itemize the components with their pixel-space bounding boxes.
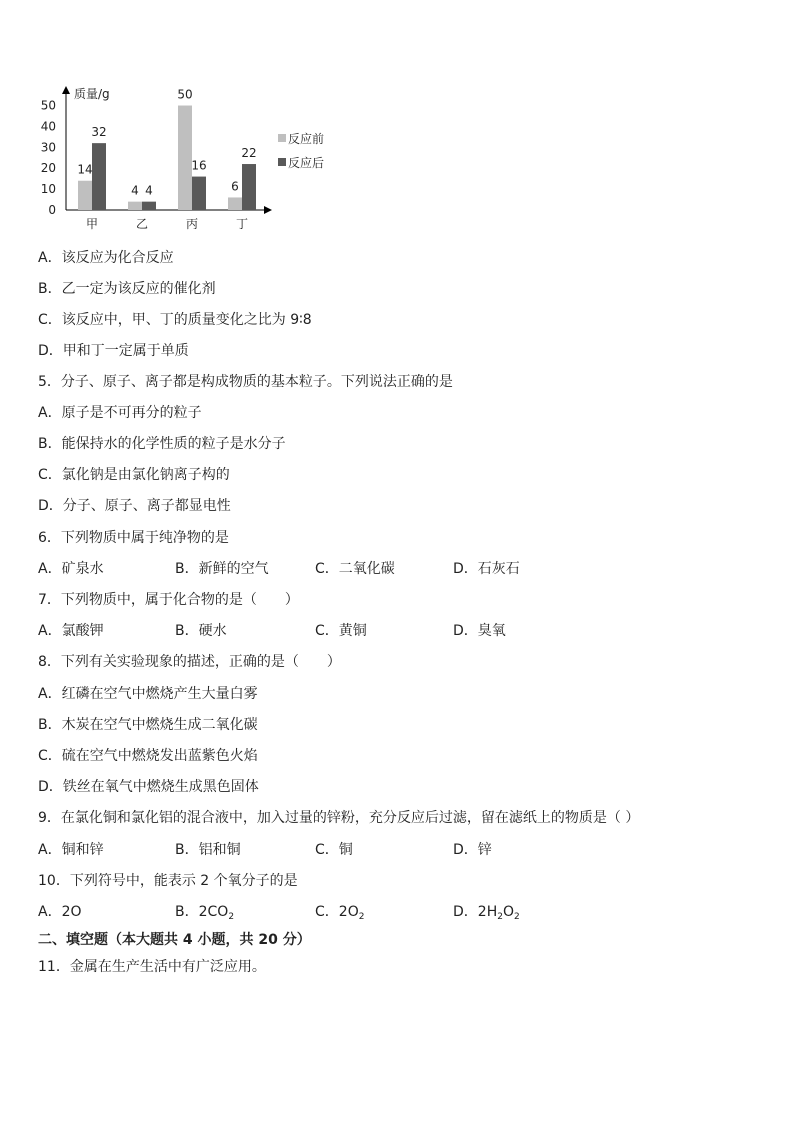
bar-label-before-1: 4	[131, 183, 139, 198]
bar-after-0	[92, 143, 106, 210]
q4-option-c: C．该反应中，甲、丁的质量变化之比为 9∶8	[38, 312, 312, 328]
chart-bars	[78, 106, 256, 210]
q10-option-c-formula: 2O	[338, 904, 359, 920]
q10-option-a	[38, 904, 82, 920]
q9-option-a: A．铜和锌	[38, 842, 104, 858]
bar-before-1	[128, 202, 142, 210]
bar-label-before-3: 6	[231, 179, 239, 194]
q11-stem: 11．金属在生产生活中有广泛应用。	[38, 959, 266, 975]
q7-option-b: B．硬水	[175, 623, 227, 639]
q10-option-a-formula: 2O	[61, 904, 82, 920]
legend-label-1: 反应后	[288, 156, 325, 170]
q8-option-c: C．硫在空气中燃烧发出蓝紫色火焰	[38, 748, 258, 764]
y-tick-labels	[41, 99, 56, 217]
mass-bar-chart	[30, 80, 350, 240]
q7-option-c: C．黄铜	[315, 623, 367, 639]
bar-label-after-1: 4	[145, 183, 153, 198]
y-tick-label-40: 40	[40, 119, 56, 134]
x-tick-label-2: 丙	[185, 217, 199, 231]
q6-option-d: D．石灰石	[453, 561, 520, 577]
q6-option-c: C．二氧化碳	[315, 561, 395, 577]
q9-option-d: D．锌	[453, 842, 492, 858]
q5-option-d: D．分子、原子、离子都显电性	[38, 498, 231, 514]
bar-before-3	[228, 197, 242, 210]
bar-after-3	[242, 164, 256, 210]
bar-label-after-3: 22	[241, 146, 257, 161]
bar-label-after-0: 32	[91, 125, 107, 140]
q7-option-a: A．氯酸钾	[38, 623, 104, 639]
q10-option-d	[453, 904, 520, 920]
q10-option-a-letter: A．	[38, 904, 62, 920]
q6-option-b: B．新鲜的空气	[175, 561, 269, 577]
legend-swatch-1	[278, 158, 286, 166]
q10-option-d-subscript-2: 2	[513, 912, 520, 922]
q10-stem: 10．下列符号中，能表示 2 个氧分子的是	[38, 873, 298, 889]
y-tick-label-0: 0	[48, 203, 56, 217]
q10-option-d-subscript: 2	[497, 912, 503, 922]
q10-option-d-formula: 2H	[477, 904, 498, 920]
q10-option-d-formula-tail: O	[502, 904, 514, 920]
bar-after-1	[142, 202, 156, 210]
x-tick-labels	[86, 217, 248, 231]
bar-label-after-2: 16	[191, 158, 207, 173]
legend-label-0: 反应前	[288, 132, 325, 146]
q4-option-a: A．该反应为化合反应	[38, 250, 174, 266]
x-tick-label-0: 甲	[85, 217, 99, 231]
bar-label-before-0: 14	[77, 162, 93, 177]
q5-option-a: A．原子是不可再分的粒子	[38, 405, 202, 421]
bar-before-0	[78, 181, 92, 210]
q8-option-b: B．木炭在空气中燃烧生成二氧化碳	[38, 717, 258, 733]
q5-option-c: C．氯化钠是由氯化钠离子构的	[38, 467, 230, 483]
q8-stem: 8．下列有关实验现象的描述，正确的是（ ）	[38, 654, 341, 670]
bar-before-2	[178, 106, 192, 210]
q10-option-b-letter: B．	[175, 904, 199, 920]
q10-option-b-formula: 2CO	[198, 904, 229, 920]
q10-option-c-subscript: 2	[358, 912, 365, 922]
q6-stem: 6．下列物质中属于纯净物的是	[38, 530, 229, 546]
y-tick-label-20: 20	[40, 161, 56, 176]
y-axis-arrow	[62, 86, 70, 94]
q9-option-b: B．铝和铜	[175, 842, 241, 858]
y-tick-label-10: 10	[40, 182, 56, 197]
x-tick-label-1: 乙	[135, 217, 149, 231]
q10-option-b	[175, 904, 234, 920]
y-tick-label-50: 50	[40, 98, 56, 113]
q7-option-d: D．臭氧	[453, 623, 506, 639]
q10-option-d-letter: D．	[453, 904, 478, 920]
bar-label-before-2: 50	[177, 87, 193, 102]
q5-option-b: B．能保持水的化学性质的粒子是水分子	[38, 436, 286, 452]
q10-option-c-letter: C．	[315, 904, 339, 920]
q10-option-b-subscript: 2	[228, 912, 235, 922]
x-axis-arrow	[264, 206, 272, 214]
y-axis-label: 质量/g	[74, 87, 110, 101]
q8-option-a: A．红磷在空气中燃烧产生大量白雾	[38, 686, 258, 702]
q5-stem: 5．分子、原子、离子都是构成物质的基本粒子。下列说法正确的是	[38, 374, 453, 390]
q9-stem: 9．在氯化铜和氯化铝的混合液中，加入过量的锌粉，充分反应后过滤，留在滤纸上的物质是（ ）	[38, 810, 640, 826]
chart-legend	[278, 131, 324, 170]
q4-option-b: B．乙一定为该反应的催化剂	[38, 281, 216, 297]
q7-stem: 7．下列物质中，属于化合物的是（ ）	[38, 592, 299, 608]
q9-option-c: C．铜	[315, 842, 353, 858]
q4-option-d: D．甲和丁一定属于单质	[38, 343, 189, 359]
q8-option-d: D．铁丝在氧气中燃烧生成黑色固体	[38, 779, 259, 795]
y-tick-label-30: 30	[40, 140, 56, 155]
section-2-heading: 二、填空题（本大题共 4 小题，共 20 分）	[38, 932, 311, 948]
q6-option-a: A．矿泉水	[38, 561, 104, 577]
q10-option-c	[315, 904, 364, 920]
legend-swatch-0	[278, 134, 286, 142]
bar-after-2	[192, 177, 206, 210]
x-tick-label-3: 丁	[235, 217, 249, 231]
